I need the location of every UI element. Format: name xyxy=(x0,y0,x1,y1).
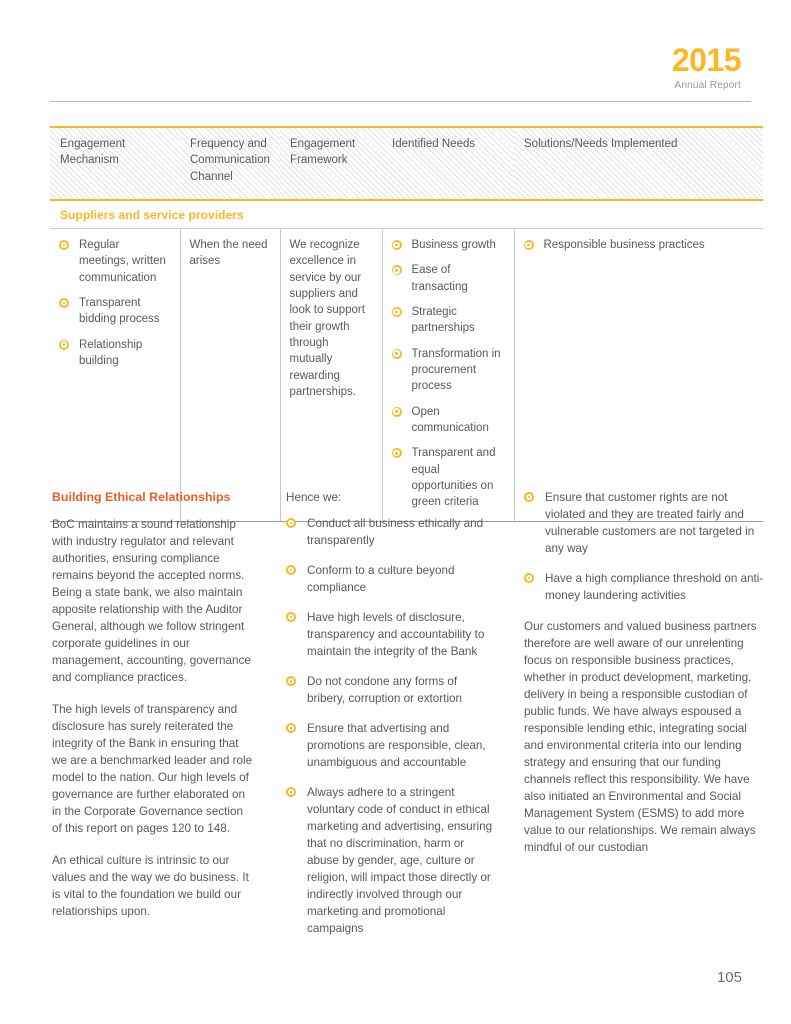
list-item xyxy=(59,237,171,286)
engagement-mechanism-list xyxy=(59,237,171,369)
header-label: Solutions/Needs Implemented xyxy=(524,138,678,150)
list-item-label: Transparent bidding process xyxy=(79,296,160,326)
header-label: Engagement Mechanism xyxy=(60,138,126,167)
table-row xyxy=(50,228,763,521)
report-header xyxy=(672,44,741,91)
list-item-label: Transformation in procurement process xyxy=(411,347,501,393)
table-col-header-identified-needs xyxy=(382,127,514,200)
target-bullet-icon xyxy=(59,340,69,350)
list-item-label: Ensure that customer rights are not violated and they are treated fairly and vulnerable customers are not targeted in any way xyxy=(545,491,755,556)
stakeholder-engagement-table xyxy=(50,126,763,522)
table-col-header-frequency-channel xyxy=(180,127,280,200)
table-col-header-engagement-mechanism xyxy=(50,127,180,200)
table-col-header-engagement-framework xyxy=(280,127,382,200)
table-header-row xyxy=(50,127,763,200)
list-item xyxy=(392,237,505,253)
target-bullet-icon xyxy=(392,349,402,359)
article-column-right xyxy=(524,489,764,951)
target-bullet-icon xyxy=(392,407,402,417)
list-item-label: Responsible business practices xyxy=(543,238,705,251)
list-item-label: Have high levels of disclosure, transparency and accountability to maintain the integrity of the Bank xyxy=(307,611,485,659)
list-item-label: Have a high compliance threshold on anti-money laundering activities xyxy=(545,572,764,603)
list-item xyxy=(524,489,764,557)
target-bullet-icon xyxy=(286,565,296,575)
cell-solutions-implemented xyxy=(514,228,763,521)
list-item xyxy=(286,562,494,596)
header-label: Engagement Framework xyxy=(290,138,356,167)
list-item xyxy=(524,237,755,253)
list-item xyxy=(392,262,505,295)
target-bullet-icon xyxy=(59,298,69,308)
paragraph: The high levels of transparency and disclosure has surely reiterated the integrity of the Bank in ensuring that we are a benchmarked leader and role model to the nation. Our high levels of governance are further elaborated on in the Corporate Governance section of this report on pages 120 to 148. xyxy=(52,703,253,836)
list-item xyxy=(392,304,505,337)
list-item-label: Transparent and equal opportunities on green criteria xyxy=(411,447,496,509)
target-bullet-icon xyxy=(524,240,534,250)
list-item-label: Open communication xyxy=(411,405,489,434)
paragraph: An ethical culture is intrinsic to our values and the way we do business. It is vital to the foundation we build our relationships upon. xyxy=(52,854,249,919)
article-column-left xyxy=(52,489,286,951)
report-year: 2015 xyxy=(671,42,741,78)
identified-needs-list xyxy=(392,237,505,511)
list-item xyxy=(286,673,494,707)
target-bullet-icon xyxy=(286,612,296,622)
article-columns xyxy=(52,489,764,951)
list-item-label: Regular meetings, written communication xyxy=(79,238,166,284)
cell-engagement-mechanism xyxy=(50,228,180,521)
cell-identified-needs xyxy=(382,228,514,521)
list-item-label: Ease of transacting xyxy=(411,264,468,293)
article-column-middle xyxy=(286,489,524,951)
list-item xyxy=(286,609,494,660)
header-label: Frequency and Communication Channel xyxy=(190,138,270,183)
list-item xyxy=(524,570,764,604)
list-item-label: Always adhere to a stringent voluntary code of conduct in ethical marketing and advertising, ensuring that no discrimination, harm or abuse by gender, age, culture or religion, will impact those directly or indirectly involved through our marketing and promotional campaigns xyxy=(307,786,493,936)
target-bullet-icon xyxy=(392,448,402,458)
solutions-list xyxy=(524,237,755,253)
list-item-label: Do not condone any forms of bribery, corruption or extortion xyxy=(307,675,463,706)
list-item-label: Ensure that advertising and promotions are responsible, clean, unambiguous and accountable xyxy=(307,722,486,770)
list-item xyxy=(286,720,494,771)
list-item xyxy=(59,337,171,370)
list-item-label: Relationship building xyxy=(79,338,143,367)
target-bullet-icon xyxy=(524,573,534,583)
list-item xyxy=(59,295,171,328)
list-item xyxy=(286,515,494,549)
target-bullet-icon xyxy=(524,492,534,502)
target-bullet-icon xyxy=(392,240,402,250)
list-item xyxy=(392,404,505,437)
section-label-suppliers: Suppliers and service providers xyxy=(50,200,763,229)
report-subtitle: Annual Report xyxy=(674,80,741,91)
target-bullet-icon xyxy=(286,518,296,528)
header-divider xyxy=(50,101,751,102)
paragraph: Our customers and valued business partners therefore are well aware of our unrelenting focus on responsible business practices, whether in product development, marketing, delivery in being a responsible custodian of public funds. We have always espoused a responsible lending ethic, integrating social and environmental criteria into our lending strategy and ensuring that our funding channels reflect this responsibility. We have also initiated an Environmental and Social Management System (ESMS) to add more value to our relationships. We remain always mindful of our custodian xyxy=(524,620,757,855)
target-bullet-icon xyxy=(392,307,402,317)
cell-engagement-framework: We recognize excellence in service by our suppliers and look to support their growth through mutually rewarding partnerships. xyxy=(280,228,382,521)
list-item xyxy=(286,784,494,937)
customer-commitments-list xyxy=(524,489,764,604)
paragraph: BoC maintains a sound relationship with industry regulator and relevant authorities, ensuring compliance remains beyond the accepted norms. Being a state bank, we also maintain apposite relationship with the Auditor General, although we follow stringent corporate guidelines in our management, accounting, governance and compliance practices. xyxy=(52,517,251,685)
table-section-row xyxy=(50,200,763,229)
section-title-building-ethical-relationships: Building Ethical Relationships xyxy=(52,490,231,504)
list-item-label: Strategic partnerships xyxy=(411,305,475,335)
header-label: Identified Needs xyxy=(392,138,476,150)
ethical-commitments-list xyxy=(286,515,494,937)
lead-in-text: Hence we: xyxy=(286,491,342,504)
list-item-label: Conform to a culture beyond compliance xyxy=(307,564,455,595)
list-item-label: Business growth xyxy=(411,238,496,251)
target-bullet-icon xyxy=(286,723,296,733)
target-bullet-icon xyxy=(392,265,402,275)
target-bullet-icon xyxy=(286,787,296,797)
list-item-label: Conduct all business ethically and transparently xyxy=(307,517,484,548)
target-bullet-icon xyxy=(286,676,296,686)
list-item xyxy=(392,346,505,395)
cell-frequency-channel: When the need arises xyxy=(180,228,280,521)
table-col-header-solutions-implemented xyxy=(514,127,763,200)
page-number: 105 xyxy=(716,969,742,986)
target-bullet-icon xyxy=(59,240,69,250)
